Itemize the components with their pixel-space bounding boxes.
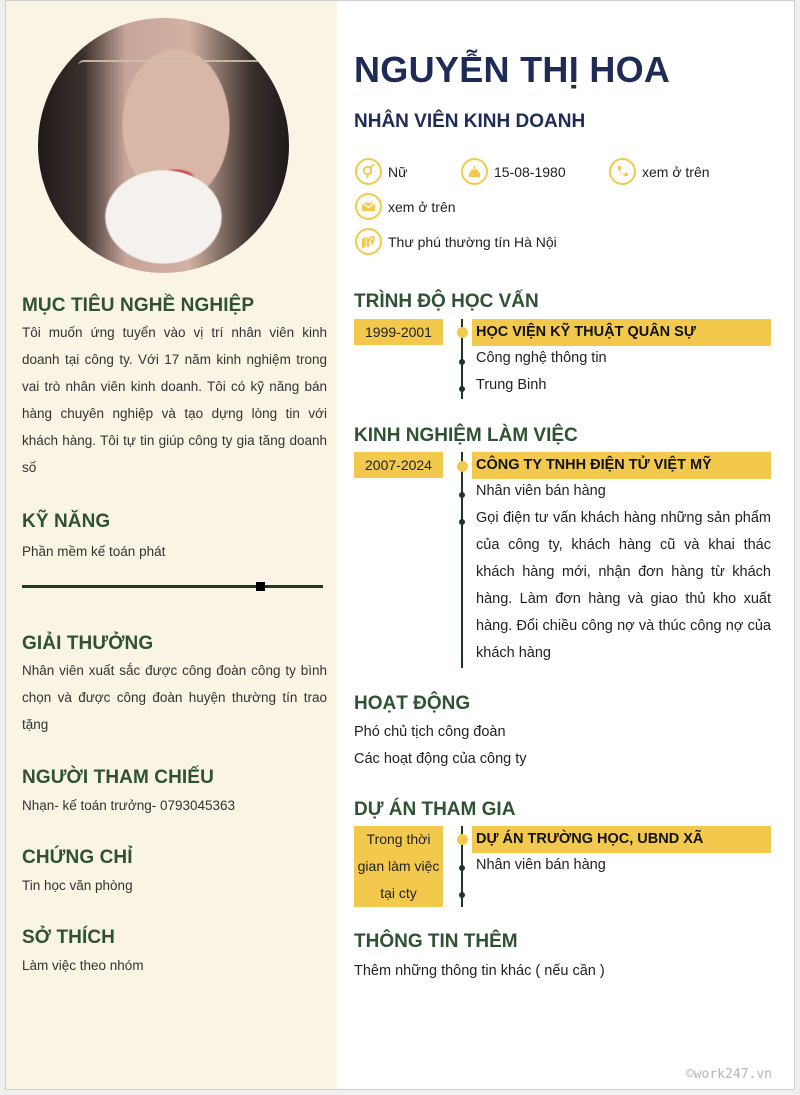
objective-section bbox=[22, 293, 327, 481]
education-detail: Công nghệ thông tin bbox=[476, 350, 607, 366]
hobbies-heading: SỞ THÍCH bbox=[22, 927, 116, 948]
timeline-bullet bbox=[459, 386, 465, 392]
project-name: DỰ ÁN TRƯỜNG HỌC, UBND XÃ bbox=[472, 826, 771, 853]
profile-photo bbox=[38, 18, 289, 273]
timeline-bullet bbox=[459, 519, 465, 525]
timeline-bullet bbox=[459, 865, 465, 871]
skills-section bbox=[22, 509, 327, 563]
timeline-bullet bbox=[459, 492, 465, 498]
hobbies-text: Làm việc theo nhóm bbox=[22, 958, 144, 973]
activity-item: Các hoạt động của công ty bbox=[354, 751, 527, 767]
education-timeline-marker bbox=[457, 327, 468, 338]
gender-value: Nữ bbox=[388, 163, 408, 180]
experience-timeline-marker bbox=[457, 461, 468, 472]
watermark: ©work247.vn bbox=[685, 1067, 772, 1082]
address-value: Thư phú thường tín Hà Nội bbox=[388, 233, 557, 250]
projects-heading: DỰ ÁN THAM GIA bbox=[354, 799, 516, 820]
awards-text: Nhân viên xuất sắc được công đoàn công ty bình chọn và được công đoàn huyện thường tín trao tặng bbox=[22, 663, 327, 732]
phone-info bbox=[609, 158, 710, 185]
references-section bbox=[22, 765, 327, 817]
gender-info bbox=[355, 158, 407, 185]
activities-heading: HOẠT ĐỘNG bbox=[354, 693, 471, 714]
hobbies-section bbox=[22, 925, 327, 977]
skill-level-marker bbox=[256, 582, 265, 591]
activity-item: Phó chủ tịch công đoàn bbox=[354, 724, 506, 740]
map-pin-icon bbox=[355, 228, 382, 255]
projects-date: Trong thời gian làm việc tại cty bbox=[354, 826, 443, 907]
objective-heading: MỤC TIÊU NGHỀ NGHIỆP bbox=[22, 295, 255, 316]
references-text: Nhạn- kế toán trưởng- 0793045363 bbox=[22, 798, 236, 813]
birthday-value: 15-08-1980 bbox=[494, 163, 566, 180]
experience-company: CÔNG TY TNHH ĐIỆN TỬ VIỆT MỸ bbox=[472, 452, 771, 479]
experience-heading: KINH NGHIỆM LÀM VIỆC bbox=[354, 425, 578, 446]
experience-date: 2007-2024 bbox=[354, 452, 443, 478]
certificates-heading: CHỨNG CHỈ bbox=[22, 847, 133, 868]
candidate-name: NGUYỄN THỊ HOA bbox=[354, 49, 671, 90]
mail-icon bbox=[355, 193, 382, 220]
skill-level-bar bbox=[22, 585, 323, 588]
gender-icon bbox=[355, 158, 382, 185]
project-detail: Nhân viên bán hàng bbox=[476, 857, 606, 873]
email-info bbox=[355, 193, 456, 220]
experience-detail: Gọi điện tư vấn khách hàng những sản phẩm của công ty, khách hàng cũ và khai thác khách hàng mới, nhận đơn hàng từ khách hàng. Làm đơn hàng và giao thủ kho xuất hàng. Đổi chiều công nợ và thúc công nợ của khách hàng bbox=[476, 510, 771, 661]
candidate-position: NHÂN VIÊN KINH DOANH bbox=[354, 111, 586, 132]
education-heading: TRÌNH ĐỘ HỌC VẤN bbox=[354, 291, 539, 312]
experience-timeline-line bbox=[461, 452, 463, 668]
sidebar bbox=[6, 1, 337, 1089]
phone-value: xem ở trên bbox=[642, 163, 710, 180]
email-value: xem ở trên bbox=[388, 198, 456, 215]
address-info bbox=[355, 228, 557, 255]
phone-icon bbox=[609, 158, 636, 185]
certificates-section bbox=[22, 845, 327, 897]
cv-page bbox=[5, 0, 795, 1090]
skills-heading: KỸ NĂNG bbox=[22, 511, 111, 532]
awards-heading: GIẢI THƯỞNG bbox=[22, 633, 154, 654]
objective-text: Tôi muốn ứng tuyển vào vị trí nhân viên kinh doanh tại công ty. Với 17 năm kinh nghiệm trong vai trò nhân viên kinh doanh. Tôi có kỹ năng bán hàng chuyên nghiệp và tạo dựng lòng tin với khách hàng. Tôi tự tin giúp công ty gia tăng doanh số bbox=[22, 325, 327, 475]
timeline-bullet bbox=[459, 892, 465, 898]
projects-timeline-marker bbox=[457, 834, 468, 845]
timeline-bullet bbox=[459, 359, 465, 365]
skill-name: Phần mềm kế toán phát bbox=[22, 544, 166, 559]
additional-heading: THÔNG TIN THÊM bbox=[354, 931, 518, 952]
birthday-info bbox=[461, 158, 566, 185]
additional-text: Thêm những thông tin khác ( nếu cần ) bbox=[354, 963, 605, 979]
education-detail: Trung Binh bbox=[476, 377, 547, 393]
certificates-text: Tin học văn phòng bbox=[22, 878, 133, 893]
experience-detail: Nhân viên bán hàng bbox=[476, 483, 606, 499]
birthday-cake-icon bbox=[461, 158, 488, 185]
awards-section bbox=[22, 631, 327, 738]
references-heading: NGƯỜI THAM CHIẾU bbox=[22, 767, 214, 788]
education-school: HỌC VIỆN KỸ THUẬT QUÂN SỰ bbox=[472, 319, 771, 346]
education-date: 1999-2001 bbox=[354, 319, 443, 345]
